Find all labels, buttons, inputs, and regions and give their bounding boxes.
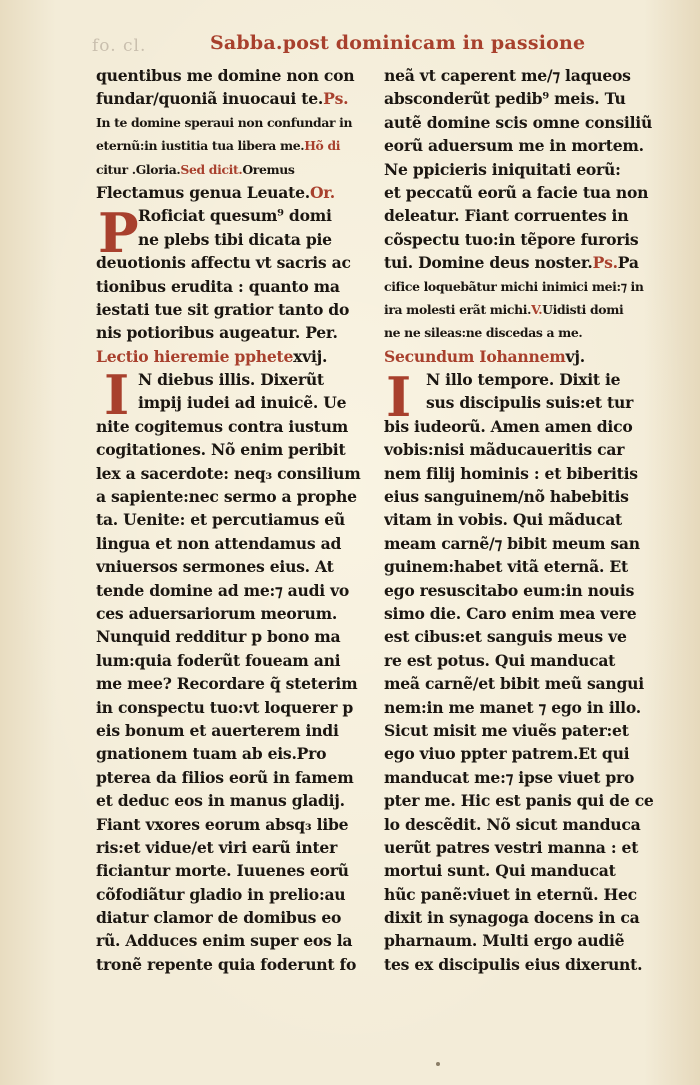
text-line — [96, 813, 366, 836]
line-text: Fiant vxores eorum absq₃ libe — [96, 814, 349, 834]
line-text: et peccatũ eorũ a facie tua non — [384, 182, 649, 202]
text-line — [96, 906, 366, 929]
right-column — [384, 64, 654, 976]
text-line — [96, 462, 366, 485]
rubric-text: Ps. — [323, 89, 349, 109]
line-text: nem filij hominis : et biberitis — [384, 463, 638, 483]
text-line — [96, 158, 366, 181]
rubric-text: Secundum Iohannem — [384, 346, 566, 366]
line-text: eis bonum et auerterem indi — [96, 720, 339, 740]
line-text: cõfodiãtur gladio in prelio:au — [96, 884, 346, 904]
line-text: uerũt patres vestri manna : et — [384, 837, 639, 857]
text-line — [384, 251, 654, 274]
line-text: Sicut misit me viuẽs pater:et — [384, 720, 629, 740]
line-text: nem:in me manet ⁊ ego in illo. — [384, 697, 641, 717]
text-line — [384, 906, 654, 929]
text-line — [96, 789, 366, 812]
rubric-text: V. — [531, 301, 543, 317]
line-text: diatur clamor de domibus eo — [96, 908, 342, 928]
line-text: neã vt caperent me/⁊ laqueos — [384, 66, 631, 85]
text-line — [96, 649, 366, 672]
text-line — [384, 462, 654, 485]
line-text: nis potioribus augeatur. Per. — [96, 323, 338, 343]
text-line — [384, 836, 654, 859]
line-text: pterea da filios eorũ in famem — [96, 767, 354, 787]
line-text: Roficiat quesum⁹ domi — [138, 206, 332, 226]
text-line — [384, 766, 654, 789]
text-line — [384, 321, 654, 344]
text-line — [96, 275, 366, 298]
line-text: fundar/quoniã inuocaui te. — [96, 89, 324, 109]
line-text: vj. — [565, 346, 585, 366]
text-line — [384, 532, 654, 555]
text-line — [96, 508, 366, 531]
text-line — [384, 789, 654, 812]
text-line — [384, 368, 654, 391]
text-line — [96, 64, 366, 87]
line-text: Flectamus genua Leuate. — [96, 182, 310, 202]
line-text: bis iudeorũ. Amen amen dico — [384, 416, 633, 436]
line-text: ne ne sileas:ne discedas a me. — [384, 325, 583, 341]
text-line — [96, 883, 366, 906]
line-text: me mee? Recordare q̃ steterim — [96, 674, 358, 694]
text-line — [384, 579, 654, 602]
line-text: hũc panẽ:viuet in eternũ. Hec — [384, 884, 637, 904]
line-text: Ne ppicieris iniquitati eorũ: — [384, 159, 621, 179]
line-text: lingua et non attendamus ad — [96, 533, 342, 553]
text-line — [96, 555, 366, 578]
line-text: et deduc eos in manus gladij. — [96, 791, 345, 811]
text-line — [384, 883, 654, 906]
text-line — [96, 134, 366, 157]
line-text: vobis:nisi mãducaueritis car — [384, 440, 625, 460]
text-line — [96, 719, 366, 742]
line-text: tronẽ repente quia foderunt fo — [96, 954, 357, 974]
line-text: N diebus illis. Dixerũt — [138, 370, 324, 390]
rubric-text: Lectio hieremie pphete — [96, 346, 294, 366]
line-text: Nunquid redditur p bono ma — [96, 627, 341, 647]
text-line — [96, 625, 366, 648]
text-line — [96, 485, 366, 508]
text-line — [384, 391, 654, 414]
line-text: lo descẽdit. Nõ sicut manduca — [384, 814, 641, 834]
line-text: Uidisti domi — [542, 301, 624, 317]
text-line — [384, 87, 654, 110]
text-line — [96, 766, 366, 789]
text-line — [96, 929, 366, 952]
text-line — [384, 415, 654, 438]
rubric-text: Sed dicit. — [180, 161, 243, 177]
line-text: est cibus:et sanguis meus ve — [384, 627, 627, 647]
text-line — [384, 742, 654, 765]
text-line — [96, 742, 366, 765]
text-line — [384, 204, 654, 227]
line-text: citur .Gloria. — [96, 161, 181, 177]
line-text: gnationem tuam ab eis.Pro — [96, 744, 327, 764]
text-line — [96, 111, 366, 134]
line-text: ficiantur morte. Iuuenes eorũ — [96, 861, 349, 881]
text-line — [384, 719, 654, 742]
line-text: meam carnẽ/⁊ bibit meum san — [384, 533, 640, 553]
line-text: tes ex discipulis eius dixerunt. — [384, 954, 643, 974]
line-text: nite cogitemus contra iustum — [96, 416, 348, 436]
line-text: cifice loquebãtur michi inimici mei:⁊ in — [384, 278, 644, 294]
line-text: Pa — [617, 253, 639, 273]
text-line — [384, 158, 654, 181]
line-text: autẽ domine scis omne consiliũ — [384, 112, 653, 132]
text-line — [96, 953, 366, 976]
text-line — [96, 579, 366, 602]
text-line — [384, 649, 654, 672]
text-line — [96, 602, 366, 625]
text-line — [384, 953, 654, 976]
line-text: pter me. Hic est panis qui de ce — [384, 791, 654, 811]
text-line — [384, 345, 654, 368]
line-text: vitam in vobis. Qui mãducat — [384, 510, 623, 530]
line-text: ces aduersariorum meorum. — [96, 603, 338, 623]
line-text: ego resuscitabo eum:in nouis — [384, 580, 635, 600]
rubric-text: Or. — [309, 182, 335, 202]
line-text: eternũ:in iustitia tua libera me. — [96, 138, 305, 154]
text-line — [384, 696, 654, 719]
running-head: Sabba.post dominicam in passione — [210, 32, 586, 54]
line-text: sus discipulis suis:et tur — [426, 393, 634, 413]
text-line — [384, 181, 654, 204]
line-text: iestati tue sit gratior tanto do — [96, 299, 350, 319]
line-text: tende domine ad me:⁊ audi vo — [96, 580, 350, 600]
text-line — [96, 696, 366, 719]
line-text: ira molesti erãt michi. — [384, 301, 532, 317]
line-text: impij iudei ad inuicẽ. Ue — [138, 393, 347, 413]
line-text: cõspectu tuo:in tẽpore furoris — [384, 229, 639, 249]
text-line — [384, 228, 654, 251]
line-text: Oremus — [242, 161, 295, 177]
initial-letter-i: I — [386, 365, 412, 429]
text-line — [384, 438, 654, 461]
line-text: re est potus. Qui manducat — [384, 650, 616, 670]
line-text: eorũ aduersum me in mortem. — [384, 136, 644, 156]
line-text: manducat me:⁊ ipse viuet pro — [384, 767, 635, 787]
text-line — [96, 836, 366, 859]
initial-letter-i: I — [104, 363, 130, 427]
text-line — [384, 929, 654, 952]
line-text: simo die. Caro enim mea vere — [384, 603, 637, 623]
line-text: absconderũt pedib⁹ meis. Tu — [384, 89, 626, 109]
line-text: N illo tempore. Dixit ie — [426, 370, 621, 390]
line-text: in conspectu tuo:vt loquerer p — [96, 697, 354, 717]
line-text: In te domine speraui non confundar in — [96, 114, 353, 130]
line-text: ris:et vidue/et viri earũ inter — [96, 837, 338, 857]
rubric-text: Ps. — [592, 253, 618, 273]
line-text: a sapiente:nec sermo a prophe — [96, 487, 357, 507]
line-text: ego viuo ppter patrem.Et qui — [384, 744, 630, 764]
page-speck — [436, 1062, 440, 1066]
text-line — [384, 813, 654, 836]
line-text: deuotionis affectu vt sacris ac — [96, 253, 351, 273]
line-text: dixit in synagoga docens in ca — [384, 908, 640, 928]
text-line — [384, 508, 654, 531]
text-line — [384, 555, 654, 578]
text-line — [384, 625, 654, 648]
line-text: rũ. Adduces enim super eos la — [96, 931, 353, 951]
text-line — [96, 859, 366, 882]
text-line — [96, 391, 366, 414]
line-text: meã carnẽ/et bibit meũ sangui — [384, 674, 644, 694]
text-line — [96, 532, 366, 555]
line-text: ne plebs tibi dicata pie — [138, 229, 332, 249]
text-line — [96, 438, 366, 461]
line-text: lex a sacerdote: neq₃ consilium — [96, 463, 361, 483]
line-text: eius sanguinem/nõ habebitis — [384, 487, 629, 507]
line-text: ta. Uenite: et percutiamus eũ — [96, 510, 345, 530]
text-line — [384, 111, 654, 134]
line-text: guinem:habet vitã eternã. Et — [384, 557, 628, 577]
line-text: xvij. — [293, 346, 328, 366]
text-line — [384, 134, 654, 157]
text-line — [384, 275, 654, 298]
line-text: tionibus erudita : quanto ma — [96, 276, 340, 296]
text-line — [96, 345, 366, 368]
text-line — [384, 602, 654, 625]
line-text: pharnaum. Multi ergo audiẽ — [384, 931, 625, 951]
rubric-text: Hõ di — [304, 138, 341, 154]
text-line — [384, 672, 654, 695]
line-text: quentibus me domine non con — [96, 66, 355, 85]
initial-letter-p: P — [98, 201, 139, 265]
line-text: deleatur. Fiant corruentes in — [384, 206, 629, 226]
line-text: cogitationes. Nõ enim peribit — [96, 440, 346, 460]
text-line — [384, 485, 654, 508]
text-line — [96, 87, 366, 110]
text-line — [384, 64, 654, 87]
left-column — [96, 64, 366, 976]
text-line — [96, 368, 366, 391]
line-text: vniuersos sermones eius. At — [96, 557, 334, 577]
text-line — [96, 298, 366, 321]
text-line — [384, 298, 654, 321]
line-text: tui. Domine deus noster. — [384, 253, 593, 273]
text-line — [96, 415, 366, 438]
line-text: mortui sunt. Qui manducat — [384, 861, 616, 881]
line-text: lum:quia foderũt foueam ani — [96, 650, 341, 670]
text-line — [384, 859, 654, 882]
text-line — [96, 321, 366, 344]
text-line — [96, 672, 366, 695]
folio-number: fo. cl. — [92, 36, 147, 56]
